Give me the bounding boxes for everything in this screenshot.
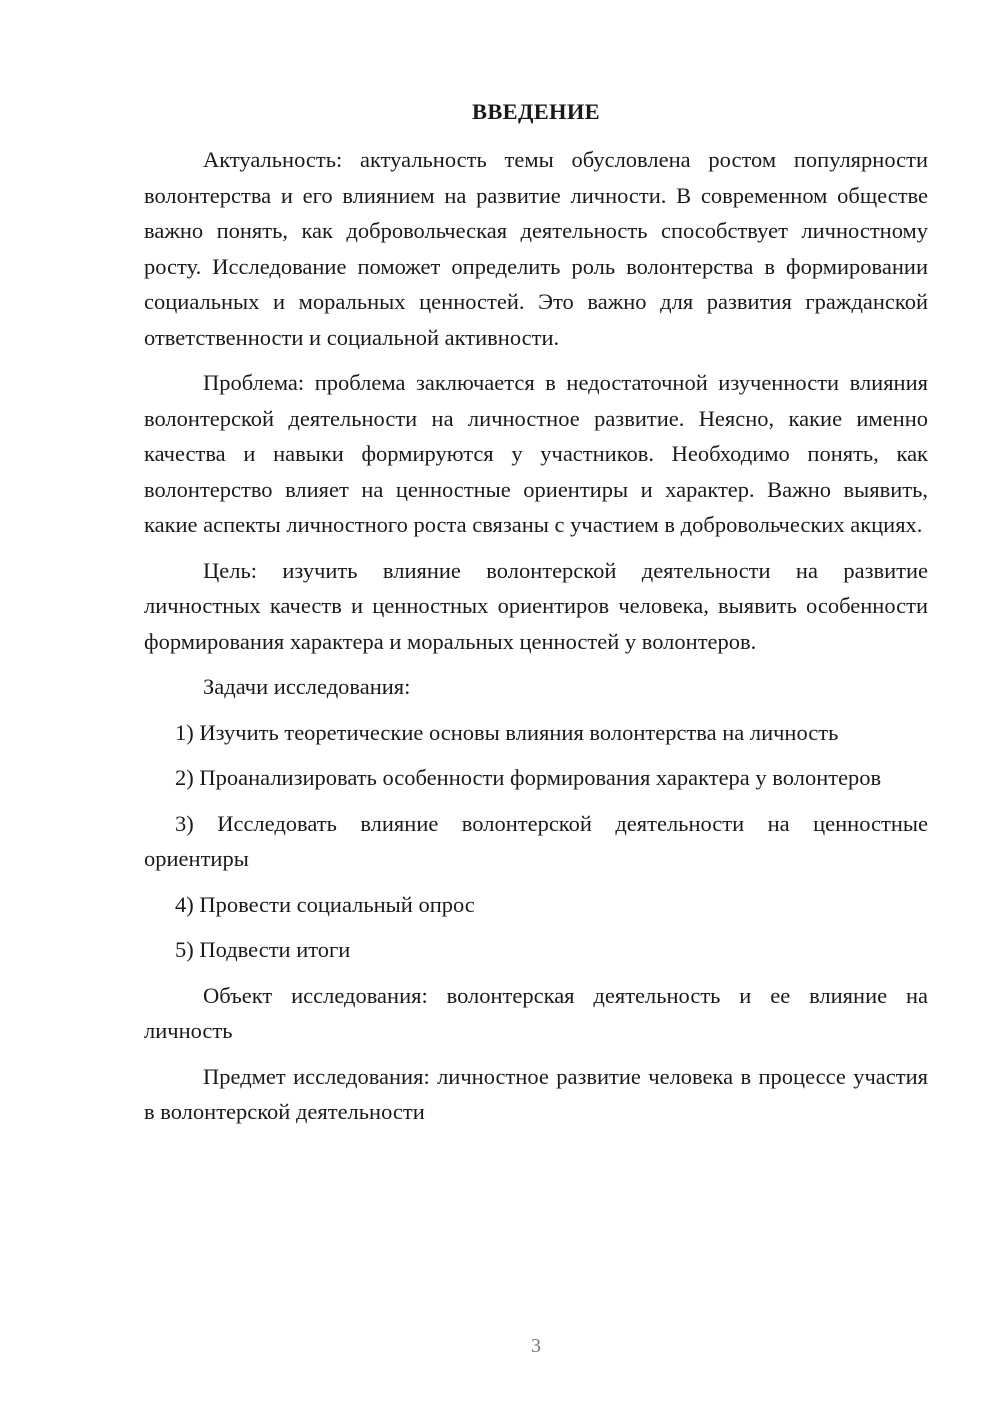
tasks-title: Задачи исследования: bbox=[203, 674, 411, 699]
task-item-3: 3) Исследовать влияние волонтерской деятельности на ценностные ориентиры bbox=[144, 810, 928, 871]
relevance-paragraph: Актуальность: актуальность темы обусловлена ростом популярности волонтерства и его влиянием на развитие личности. В современном обществе важно понять, как добровольческая деятельность способствует личностному росту. Исследование поможет определить роль волонтерства в формировании социальных и моральных ценностей. Это важно для развития гражданской ответственности и социальной активности. bbox=[144, 147, 928, 350]
problem-paragraph: Проблема: проблема заключается в недостаточной изученности влияния волонтерской деятельности на личностное развитие. Неясно, какие именно качества и навыки формируются у участников. Необходимо понять, как волонтерство влияет на ценностные ориентиры и характер. Важно выявить, какие аспекты личностного роста связаны с участием в добровольческих акциях. bbox=[144, 370, 928, 537]
task-item-1: 1) Изучить теоретические основы влияния волонтерства на личность bbox=[175, 719, 839, 745]
task-item-4: 4) Провести социальный опрос bbox=[175, 891, 475, 917]
object-paragraph: Объект исследования: волонтерская деятельность и ее влияние на личность bbox=[144, 982, 928, 1043]
page-number: 3 bbox=[531, 1335, 541, 1357]
subject-paragraph: Предмет исследования: личностное развитие человека в процессе участия в волонтерской деятельности bbox=[144, 1063, 928, 1124]
task-item-2: 2) Проанализировать особенности формирования характера у волонтеров bbox=[175, 765, 882, 790]
task-item-5: 5) Подвести итоги bbox=[175, 937, 351, 962]
section-heading: ВВЕДЕНИЕ bbox=[472, 99, 600, 124]
document-body bbox=[144, 142, 928, 1140]
goal-paragraph: Цель: изучить влияние волонтерской деятельности на развитие личностных качеств и ценностных ориентиров человека, выявить особенности формирования характера и моральных ценностей у волонтеров. bbox=[144, 557, 928, 654]
